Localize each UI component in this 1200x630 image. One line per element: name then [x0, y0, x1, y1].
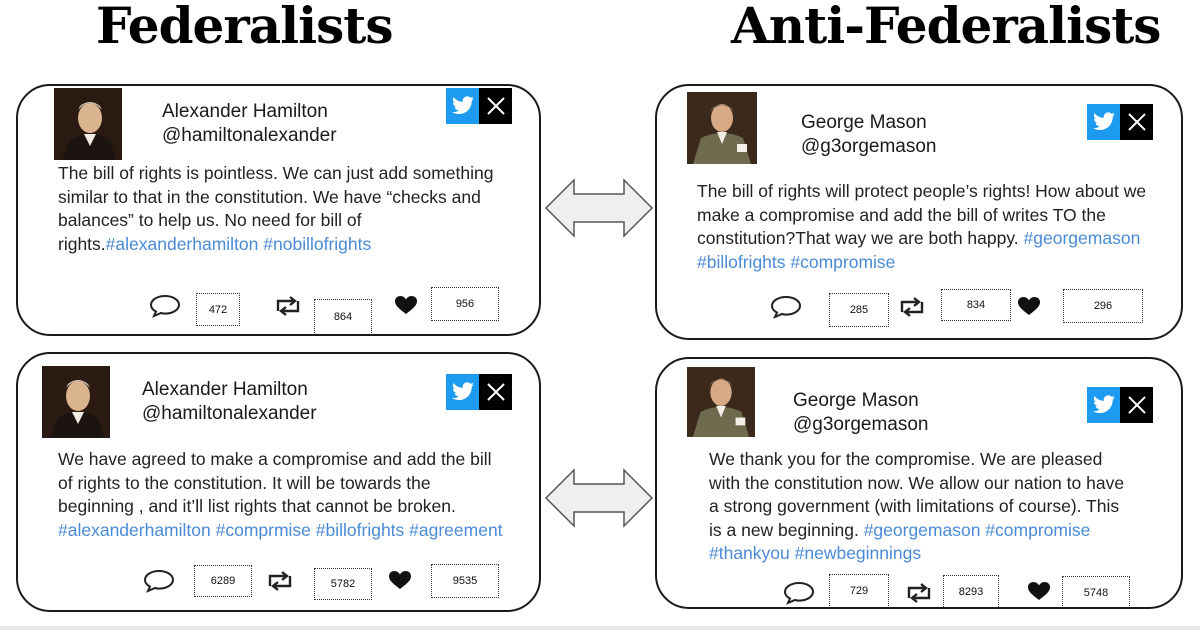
like-count: 956	[431, 287, 499, 321]
social-logos	[446, 374, 512, 410]
user-handle: @g3orgemason	[801, 136, 937, 157]
user-handle: @g3orgemason	[793, 414, 929, 435]
x-logo-icon	[479, 374, 512, 410]
tweet-text: The bill of rights is pointless. We can just add something similar to that in the constitution. We have “checks and balances” to help us. No need for bill of rights.	[58, 163, 494, 254]
retweet-count: 834	[941, 289, 1011, 321]
retweet-icon[interactable]	[264, 569, 296, 593]
retweet-count: 8293	[943, 575, 999, 609]
reply-count: 6289	[194, 565, 252, 597]
speech-bubble-icon[interactable]	[149, 294, 181, 318]
twitter-bird-logo-icon	[1087, 104, 1120, 140]
heart-icon[interactable]	[1027, 581, 1051, 601]
retweet-count: 864	[314, 299, 372, 335]
tweet-card-hamilton-2	[16, 352, 541, 612]
user-handle: @hamiltonalexander	[162, 125, 337, 146]
retweet-icon[interactable]	[272, 294, 304, 318]
tweet-body	[697, 180, 1147, 276]
tweet-card-hamilton-1	[16, 84, 541, 336]
user-name: Alexander Hamilton	[142, 379, 308, 400]
tweet-hashtags[interactable]: #georgemason #billofrights #compromise	[697, 228, 1141, 272]
twitter-bird-logo-icon	[446, 88, 479, 124]
tweet-hashtags[interactable]: #georgemason #compromise #thankyou #newbeginnings	[709, 519, 1091, 563]
anti-federalists-heading: Anti-Federalists	[731, 0, 1161, 55]
x-logo-icon	[1120, 104, 1153, 140]
double-headed-arrow-top	[544, 176, 654, 240]
speech-bubble-icon[interactable]	[783, 581, 815, 605]
tweet-card-mason-2	[655, 357, 1183, 609]
double-headed-arrow-bottom	[544, 466, 654, 530]
tweet-body	[709, 448, 1129, 568]
tweet-body	[58, 162, 508, 274]
retweet-icon[interactable]	[896, 295, 928, 319]
avatar	[687, 367, 755, 437]
speech-bubble-icon[interactable]	[770, 295, 802, 319]
like-count: 296	[1063, 289, 1143, 323]
reply-count: 729	[829, 574, 889, 608]
x-logo-icon	[479, 88, 512, 124]
federalists-heading: Federalists	[96, 0, 393, 55]
reply-count: 472	[196, 293, 240, 326]
heart-icon[interactable]	[388, 570, 412, 590]
twitter-bird-logo-icon	[446, 374, 479, 410]
twitter-bird-logo-icon	[1087, 387, 1120, 423]
like-count: 5748	[1062, 576, 1130, 609]
user-name: George Mason	[793, 390, 919, 411]
reply-count: 285	[829, 293, 889, 327]
avatar	[54, 88, 122, 160]
tweet-card-mason-1	[655, 84, 1183, 340]
user-handle: @hamiltonalexander	[142, 403, 317, 424]
social-logos	[446, 88, 512, 124]
bottom-divider	[0, 626, 1200, 630]
avatar	[687, 92, 757, 164]
heart-icon[interactable]	[1017, 296, 1041, 316]
tweet-body	[58, 448, 508, 566]
avatar	[42, 366, 110, 438]
x-logo-icon	[1120, 387, 1153, 423]
tweet-hashtags[interactable]: #alexanderhamilton #comprmise #billofrights #agreement	[58, 519, 503, 540]
social-logos	[1087, 104, 1153, 140]
tweet-hashtags[interactable]: #alexanderhamilton #nobillofrights	[105, 233, 372, 254]
tweet-text: The bill of rights will protect people’s rights! How about we make a compromise and add the bill of writes TO the constitution?That way we are both happy.	[697, 181, 1147, 248]
speech-bubble-icon[interactable]	[143, 569, 175, 593]
user-name: Alexander Hamilton	[162, 101, 328, 122]
social-logos	[1087, 387, 1153, 423]
like-count: 9535	[431, 564, 499, 598]
tweet-text: We thank you for the compromise. We are pleased with the constitution now. We allow our nation to have a strong government (with limitations of course). This is a new beginning.	[709, 449, 1125, 540]
heart-icon[interactable]	[394, 295, 418, 315]
retweet-count: 5782	[314, 568, 372, 600]
user-name: George Mason	[801, 112, 927, 133]
retweet-icon[interactable]	[903, 581, 935, 605]
tweet-text: We have agreed to make a compromise and add the bill of rights to the constitution. It will be towards the beginning , and it’ll list rights that cannot be broken.	[58, 449, 492, 516]
